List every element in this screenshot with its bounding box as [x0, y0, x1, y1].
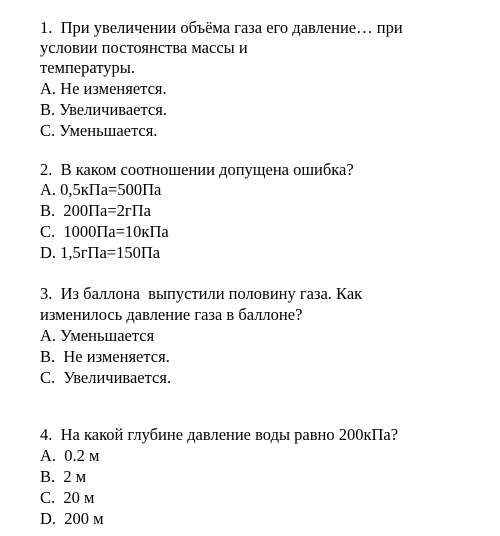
question-1-text-line-2: условии постоянства массы и: [40, 38, 248, 57]
question-3-text-line-2: изменилось давление газа в баллоне?: [40, 305, 303, 324]
question-3-option-a: А. Уменьшается: [40, 326, 155, 345]
question-2-option-d: D. 1,5гПа=150Па: [40, 243, 161, 262]
question-2-option-a: А. 0,5кПа=500Па: [40, 180, 162, 199]
question-4-text-line-1: 4. На какой глубине давление воды равно 200кПа?: [40, 425, 399, 444]
question-2-option-c: С. 1000Па=10кПа: [40, 222, 169, 241]
question-1-text-line-3: температуры.: [40, 58, 135, 77]
question-3-option-b: В. Не изменяется.: [40, 347, 170, 366]
question-4-option-d: D. 200 м: [40, 509, 104, 528]
question-4-option-c: С. 20 м: [40, 488, 95, 507]
question-3-option-c: С. Увеличивается.: [40, 368, 172, 387]
question-1-option-b: В. Увеличивается.: [40, 100, 167, 119]
question-4-option-a: А. 0.2 м: [40, 446, 100, 465]
question-4-option-b: В. 2 м: [40, 467, 87, 486]
question-1-text-line-1: 1. При увеличении объёма газа его давление… при: [40, 18, 403, 37]
question-3-text-line-1: 3. Из баллона выпустили половину газа. Как: [40, 284, 363, 303]
question-1-option-c: С. Уменьшается.: [40, 121, 158, 140]
question-2-option-b: В. 200Па=2гПа: [40, 201, 151, 220]
question-2-text-line-1: 2. В каком соотношении допущена ошибка?: [40, 160, 354, 179]
question-1-option-a: А. Не изменяется.: [40, 79, 167, 98]
